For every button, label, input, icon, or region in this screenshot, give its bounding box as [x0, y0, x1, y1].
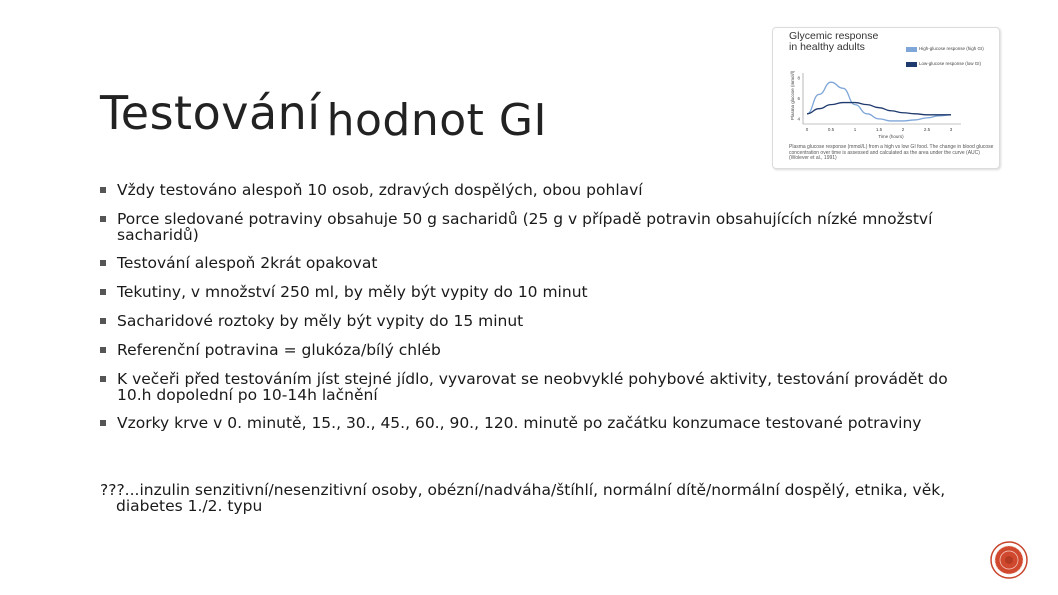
x-tick-label: 1 [853, 127, 857, 132]
square-bullet-icon [100, 347, 106, 353]
series-line-1 [807, 103, 951, 115]
square-bullet-icon [100, 318, 106, 324]
legend-swatch-low [906, 62, 917, 67]
figure-caption: Plasma glucose response (mmol/L) from a high vs low GI food. The change in blood glucose concentration over time is assessed and calculated as the area under the curve (AUC) (Wolever et al., 1991) [789, 144, 994, 161]
glycemic-response-figure [772, 27, 1000, 169]
figure-title: Glycemic response in healthy adults [789, 30, 879, 53]
y-tick-label: 6 [797, 96, 800, 101]
bullet-item: Testování alespoň 2krát opakovat [100, 255, 960, 271]
y-tick-label: 4 [797, 116, 800, 122]
note-line-2: diabetes 1./2. typu [116, 497, 263, 515]
legend-item-high: High-glucose response (high GI) [919, 46, 985, 51]
x-tick-label: 1.5 [875, 127, 883, 132]
legend-swatch-high [906, 47, 917, 52]
square-bullet-icon [100, 420, 106, 426]
legend-item-low: Low-glucose response (low GI) [919, 61, 985, 66]
square-bullet-icon [100, 289, 106, 295]
bullet-item: Vždy testováno alespoň 10 osob, zdravých dospělých, obou pohlaví [100, 182, 960, 198]
x-tick-label: 0.5 [827, 127, 835, 132]
bullet-item: Vzorky krve v 0. minutě, 15., 30., 45., 60., 90., 120. minutě po začátku konzumace testované potraviny [100, 415, 960, 431]
x-tick-label: 2 [901, 127, 905, 132]
x-tick-label: 2.5 [923, 127, 931, 132]
square-bullet-icon [100, 376, 106, 382]
bullet-item: Tekutiny, v množství 250 ml, by měly být vypity do 10 minut [100, 284, 960, 300]
bullet-item: Referenční potravina = glukóza/bílý chléb [100, 342, 960, 358]
y-tick-label: 8 [797, 75, 800, 81]
square-bullet-icon [100, 187, 106, 193]
bullet-list [100, 182, 960, 444]
note-text [100, 482, 970, 514]
bullet-item: K večeři před testováním jíst stejné jídlo, vyvarovat se neobvyklé pohybové aktivity, testování provádět do 10.h dopolední po 10-14h lačnění [100, 371, 960, 403]
note-line-1: ???...inzulin senzitivní/nesenzitivní osoby, obézní/nadváha/štíhlí, normální dítě/normální dospělý, etnika, věk, [100, 481, 946, 499]
x-tick-label: 3 [949, 127, 953, 132]
x-tick-label: 0 [805, 127, 809, 132]
series-group [807, 82, 951, 121]
x-axis-label: Time (hours) [878, 134, 904, 139]
red-circular-logo-icon[interactable] [990, 541, 1028, 579]
bullet-item: Sacharidové roztoky by měly být vypity do 15 minut [100, 313, 960, 329]
bullet-item: Porce sledované potraviny obsahuje 50 g sacharidů (25 g v případě potravin obsahujících nízké množství sacharidů) [100, 211, 960, 243]
title-part2: hodnot GI [326, 95, 547, 146]
square-bullet-icon [100, 260, 106, 266]
ticks-group [797, 76, 952, 132]
y-axis-label: Plasma glucose (mmol/l) [790, 70, 795, 120]
slide-title [100, 86, 547, 146]
square-bullet-icon [100, 216, 106, 222]
title-part1: Testování [100, 86, 321, 140]
